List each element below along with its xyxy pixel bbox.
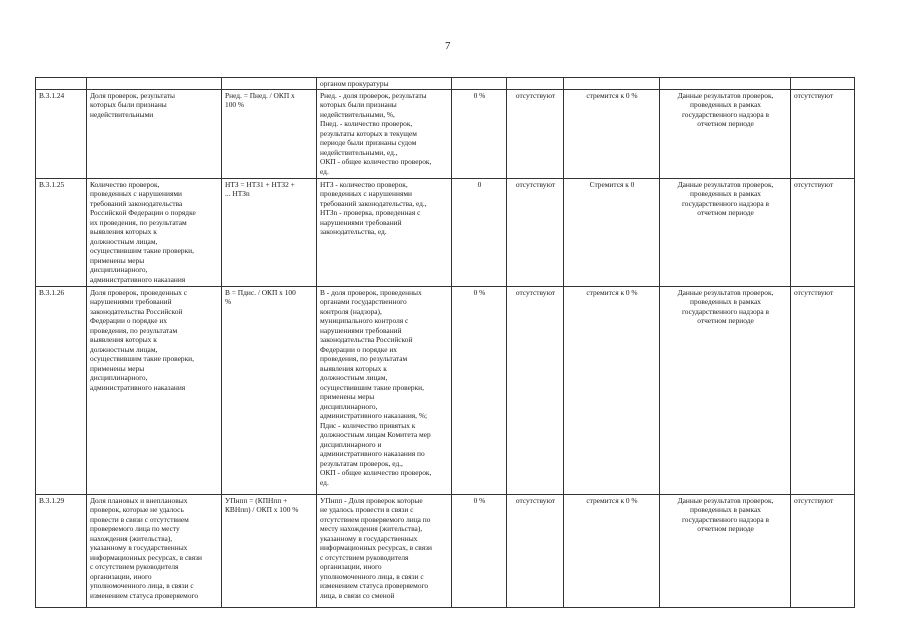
cell-current: отсутствуют — [507, 89, 564, 178]
cell-name: Доля проверок, проведенных с нарушениями требований законодательства Российской Федерации о порядке их проведения, по результатам выявления которых к должностным лицам, осуществившим такие проверки, применены меры дисциплинарного, административного наказания — [87, 286, 222, 494]
cell-current: отсутствуют — [507, 178, 564, 286]
table-row — [36, 78, 855, 90]
cell-trend: стремится к 0 % — [564, 494, 660, 607]
table-row — [36, 178, 855, 286]
cell-note — [791, 78, 855, 90]
cell-current: отсутствуют — [507, 286, 564, 494]
page-number: 7 — [445, 40, 451, 52]
table-row — [36, 494, 855, 607]
cell-source: Данные результатов проверок, проведенных в рамках государственного надзора в отчетном периоде — [660, 494, 791, 607]
cell-target: 0 % — [452, 89, 507, 178]
cell-formula — [222, 78, 317, 90]
cell-target — [452, 78, 507, 90]
cell-note: отсутствуют — [791, 178, 855, 286]
cell-source: Данные результатов проверок, проведенных в рамках государственного надзора в отчетном периоде — [660, 286, 791, 494]
cell-target: 0 % — [452, 286, 507, 494]
cell-definition: УПнпп - Доля проверок которые не удалось провести в связи с отсутствием проверяемого лица по месту нахождения (жительства), указанному в государственных информационных ресурсах, в связи с отсутствием руководителя организации, иного уполномоченного лица, в связи с изменением статуса проверяемого лица, в связи со сменой — [317, 494, 452, 607]
cell-name: Доля проверок, результаты которых были признаны недействительными — [87, 89, 222, 178]
cell-definition: НТЗ - количество проверок, проведенных с нарушениями требований законодательства, ед., НТЗn - проверка, проведенная с нарушениями требований законодательства, ед. — [317, 178, 452, 286]
cell-target: 0 — [452, 178, 507, 286]
cell-trend — [564, 78, 660, 90]
cell-name — [87, 78, 222, 90]
cell-definition: В - доля проверок, проведенных органами государственного контроля (надзора), муниципального контроля с нарушениями требований законодательства Российской Федерации о порядке их проведения, по результатам выявления которых к должностным лицам, осуществившим такие проверки, применены меры дисциплинарного, административного наказания, %; Пдис - количество привятых к должностным лицам Комитета мер дисциплинарного и административного наказания по результатам проверок, ед., ОКП - общее количество проверок, ед. — [317, 286, 452, 494]
cell-code — [36, 78, 87, 90]
cell-code: В.3.1.25 — [36, 178, 87, 286]
cell-code: В.3.1.26 — [36, 286, 87, 494]
cell-source: Данные результатов проверок, проведенных в рамках государственного надзора в отчетном периоде — [660, 89, 791, 178]
cell-target: 0 % — [452, 494, 507, 607]
table-row — [36, 286, 855, 494]
cell-note: отсутствуют — [791, 89, 855, 178]
cell-name: Количество проверок, проведенных с нарушениями требований законодательства Российской Федерации о порядке их проведения, по результатам выявления которых к должностным лицам, осуществившим такие проверки, применены меры дисциплинарного, административного наказания — [87, 178, 222, 286]
cell-formula: Рнед. = Пнед. / ОКП x 100 % — [222, 89, 317, 178]
cell-trend: стремится к 0 % — [564, 286, 660, 494]
cell-current — [507, 78, 564, 90]
cell-definition: органом прокуратуры — [317, 78, 452, 90]
cell-trend: стремится к 0 % — [564, 89, 660, 178]
cell-note: отсутствуют — [791, 494, 855, 607]
cell-formula: В = Пдис. / ОКП x 100 % — [222, 286, 317, 494]
cell-source: Данные результатов проверок, проведенных в рамках государственного надзора в отчетном периоде — [660, 178, 791, 286]
cell-trend: Стремится к 0 — [564, 178, 660, 286]
table-row — [36, 89, 855, 178]
cell-name: Доля плановых и внеплановых проверок, которые не удалось провести в связи с отсутствием проверяемого лица по месту нахождения (жительства), указанному в государственных информационных ресурсах, в связи с отсутствием руководителя организации, иного уполномоченного лица, в связи с изменением статуса проверяемого — [87, 494, 222, 607]
cell-code: В.3.1.29 — [36, 494, 87, 607]
cell-formula: НТЗ = НТЗ1 + НТЗ2 + ... НТЗn — [222, 178, 317, 286]
cell-formula: УПнпп = (КПНпп + КВНпп) / ОКП x 100 % — [222, 494, 317, 607]
indicators-table — [35, 77, 855, 608]
cell-code: В.3.1.24 — [36, 89, 87, 178]
cell-note: отсутствуют — [791, 286, 855, 494]
cell-current: отсутствуют — [507, 494, 564, 607]
cell-source — [660, 78, 791, 90]
cell-definition: Рнед. - доля проверок, результаты которых были признаны недействительными, %, Пнед. - количество проверок, результаты которых в текущем периоде были признаны судом недействительными, ед., ОКП - общее количество проверок, ед. — [317, 89, 452, 178]
